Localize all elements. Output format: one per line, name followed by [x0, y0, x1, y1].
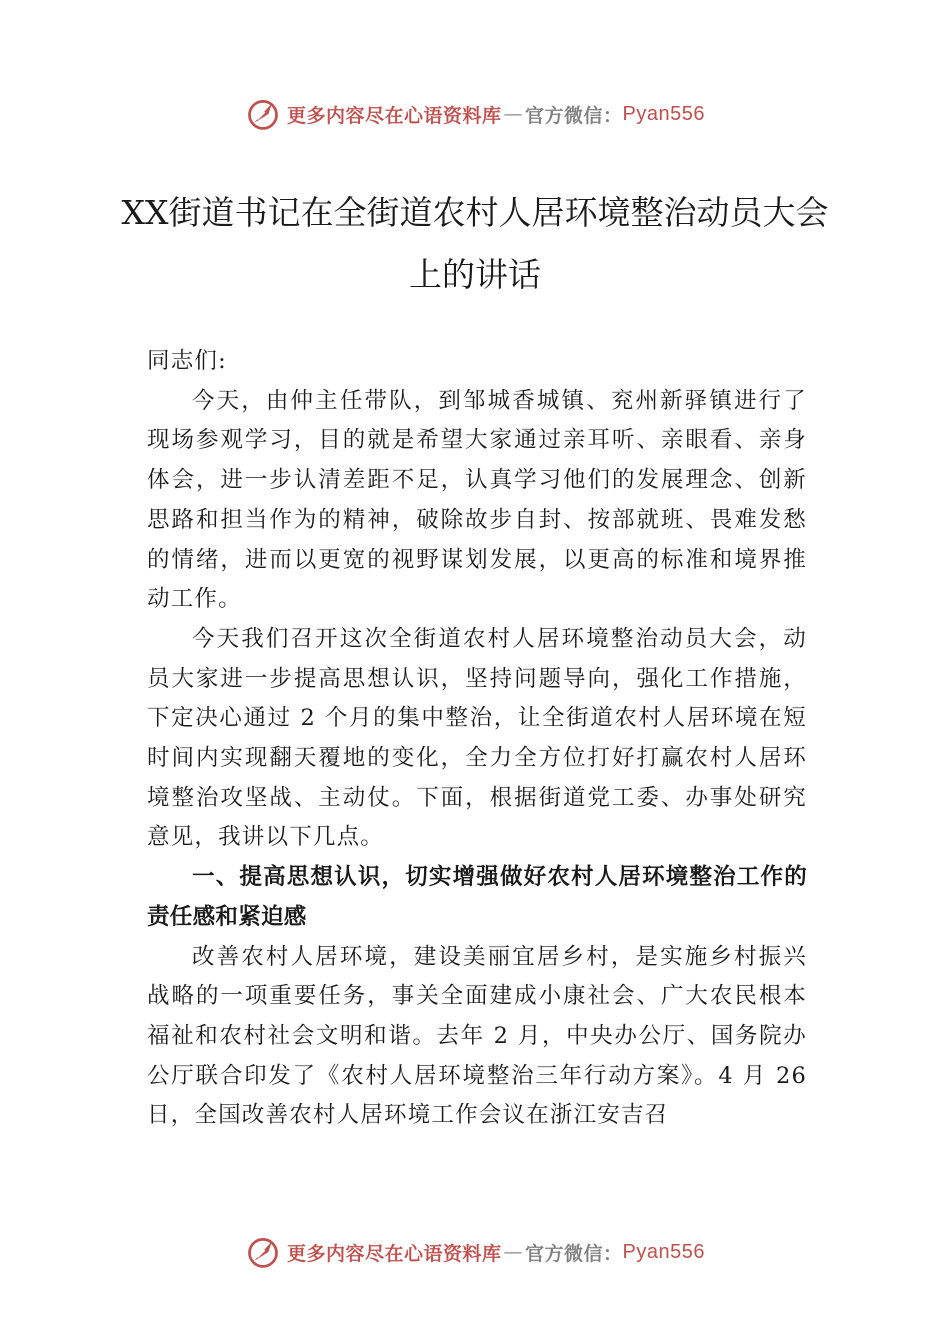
section-paragraph: 改善农村人居环境，建设美丽宜居乡村，是实施乡村振兴战略的一项重要任务，事关全面建成小康社会、广大农民根本福祉和农村社会文明和谐。去年 2 月，中央办公厅、国务院办公厅联合印发了《农村人居环境整治三年行动方案》。4 月 26 日，全国改善农村人居环境工作会议在浙江安吉召 — [147, 943, 807, 1129]
watermark-dash: — — [503, 1241, 524, 1263]
watermark-dash: — — [503, 103, 524, 125]
watermark-label: 官方微信： — [525, 1242, 623, 1265]
watermark-text: 更多内容尽在心语资料库 — [287, 104, 502, 127]
paragraph-2: 今天我们召开这次全街道农村人居环境整治动员大会，动员大家进一步提高思想认识，坚持问题导向，强化工作措施，下定决心通过 2 个月的集中整治，让全街道农村人居环境在短时间内实现翻天覆地的变化，全力全方位打好打赢农村人居环境整治攻坚战、主动仗。下面，根据街道党工委、办事处研究意见，我讲以下几点。 — [147, 625, 807, 851]
section-heading: 一、提高思想认识，切实增强做好农村人居环境整治工作的责任感和紧迫感 — [147, 864, 807, 930]
watermark-text: 更多内容尽在心语资料库 — [287, 1242, 502, 1265]
quill-logo-icon — [245, 96, 281, 132]
watermark-id: Pyan556 — [622, 102, 705, 125]
salutation: 同志们: — [147, 348, 227, 374]
document-title: XX街道书记在全街道农村人居环境整治动员大会上的讲话 — [121, 193, 829, 294]
watermark-id: Pyan556 — [622, 1240, 705, 1263]
quill-logo-icon — [245, 1234, 281, 1270]
watermark-footer — [0, 1230, 950, 1274]
watermark-label: 官方微信： — [525, 104, 623, 127]
paragraph-1: 今天，由仲主任带队，到邹城香城镇、兖州新驿镇进行了现场参观学习，目的就是希望大家通过亲耳听、亲眼看、亲身体会，进一步认清差距不足，认真学习他们的发展理念、创新思路和担当作为的精神，破除故步自封、按部就班、畏难发愁的情绪，进而以更宽的视野谋划发展，以更高的标准和境界推动工作。 — [147, 387, 807, 613]
document-body — [147, 342, 807, 1136]
watermark-header — [0, 92, 950, 136]
